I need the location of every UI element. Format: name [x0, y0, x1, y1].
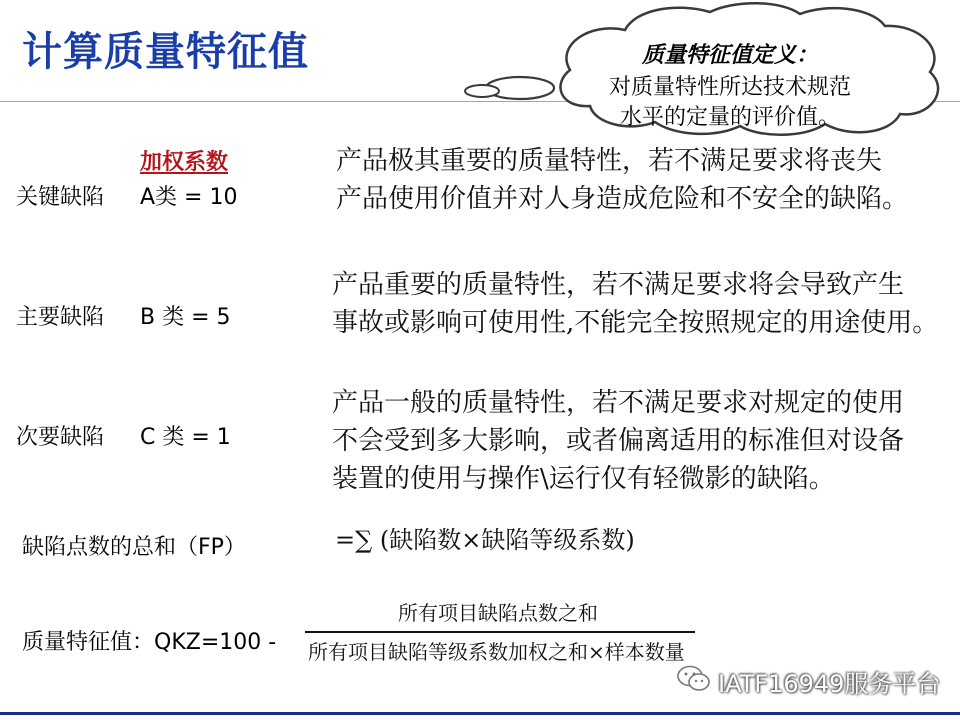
fraction-numerator: 所有项目缺陷点数之和 [398, 601, 598, 625]
description-line: 产品一般的质量特性，若不满足要求对规定的使用 [332, 388, 905, 418]
cloud-heading: 质量特征值定义： [641, 43, 818, 68]
fp-label: 缺陷点数的总和（FP） [22, 535, 246, 560]
description-line: 产品使用价值并对人身造成危险和不安全的缺陷。 [336, 184, 909, 214]
wechat-icon [676, 664, 712, 694]
description-line: 产品极其重要的质量特性，若不满足要求将丧失 [336, 146, 883, 176]
defect-category-label: 关键缺陷 [16, 185, 105, 210]
cloud-definition-line: 水平的定量的评价值。 [619, 105, 840, 130]
page-title: 计算质量特征值 [22, 29, 309, 75]
defect-category-label: 主要缺陷 [16, 305, 105, 330]
fraction-bar [305, 631, 695, 633]
defect-class-weight: A类 = 10 [140, 185, 238, 210]
fraction-denominator: 所有项目缺陷等级系数加权之和×样本数量 [308, 640, 685, 664]
defect-class-weight: B 类 = 5 [140, 305, 231, 330]
watermark-text: IATF16949服务平台 [718, 670, 941, 698]
defect-description [332, 384, 904, 498]
description-line: 事故或影响可使用性,不能完全按照规定的用途使用。 [332, 308, 939, 338]
description-line: 装置的使用与操作\运行仅有轻微影的缺陷。 [332, 464, 835, 494]
cloud-tail-small [465, 85, 499, 97]
defect-category-label: 次要缺陷 [16, 425, 105, 450]
defect-description [336, 142, 908, 218]
defect-description [332, 266, 938, 342]
description-line: 产品重要的质量特性，若不满足要求将会导致产生 [332, 270, 905, 300]
fp-formula: =∑ (缺陷数×缺陷等级系数) [335, 526, 635, 554]
defect-class-weight: C 类 = 1 [140, 425, 231, 450]
qkz-label: 质量特征值：QKZ=100 - [22, 630, 277, 655]
cloud-definition-line: 对质量特性所达技术规范 [608, 75, 851, 100]
bottom-bar [0, 712, 960, 715]
weight-coefficient-header: 加权系数 [140, 150, 229, 175]
description-line: 不会受到多大影响，或者偏离适用的标准但对设备 [332, 426, 905, 456]
